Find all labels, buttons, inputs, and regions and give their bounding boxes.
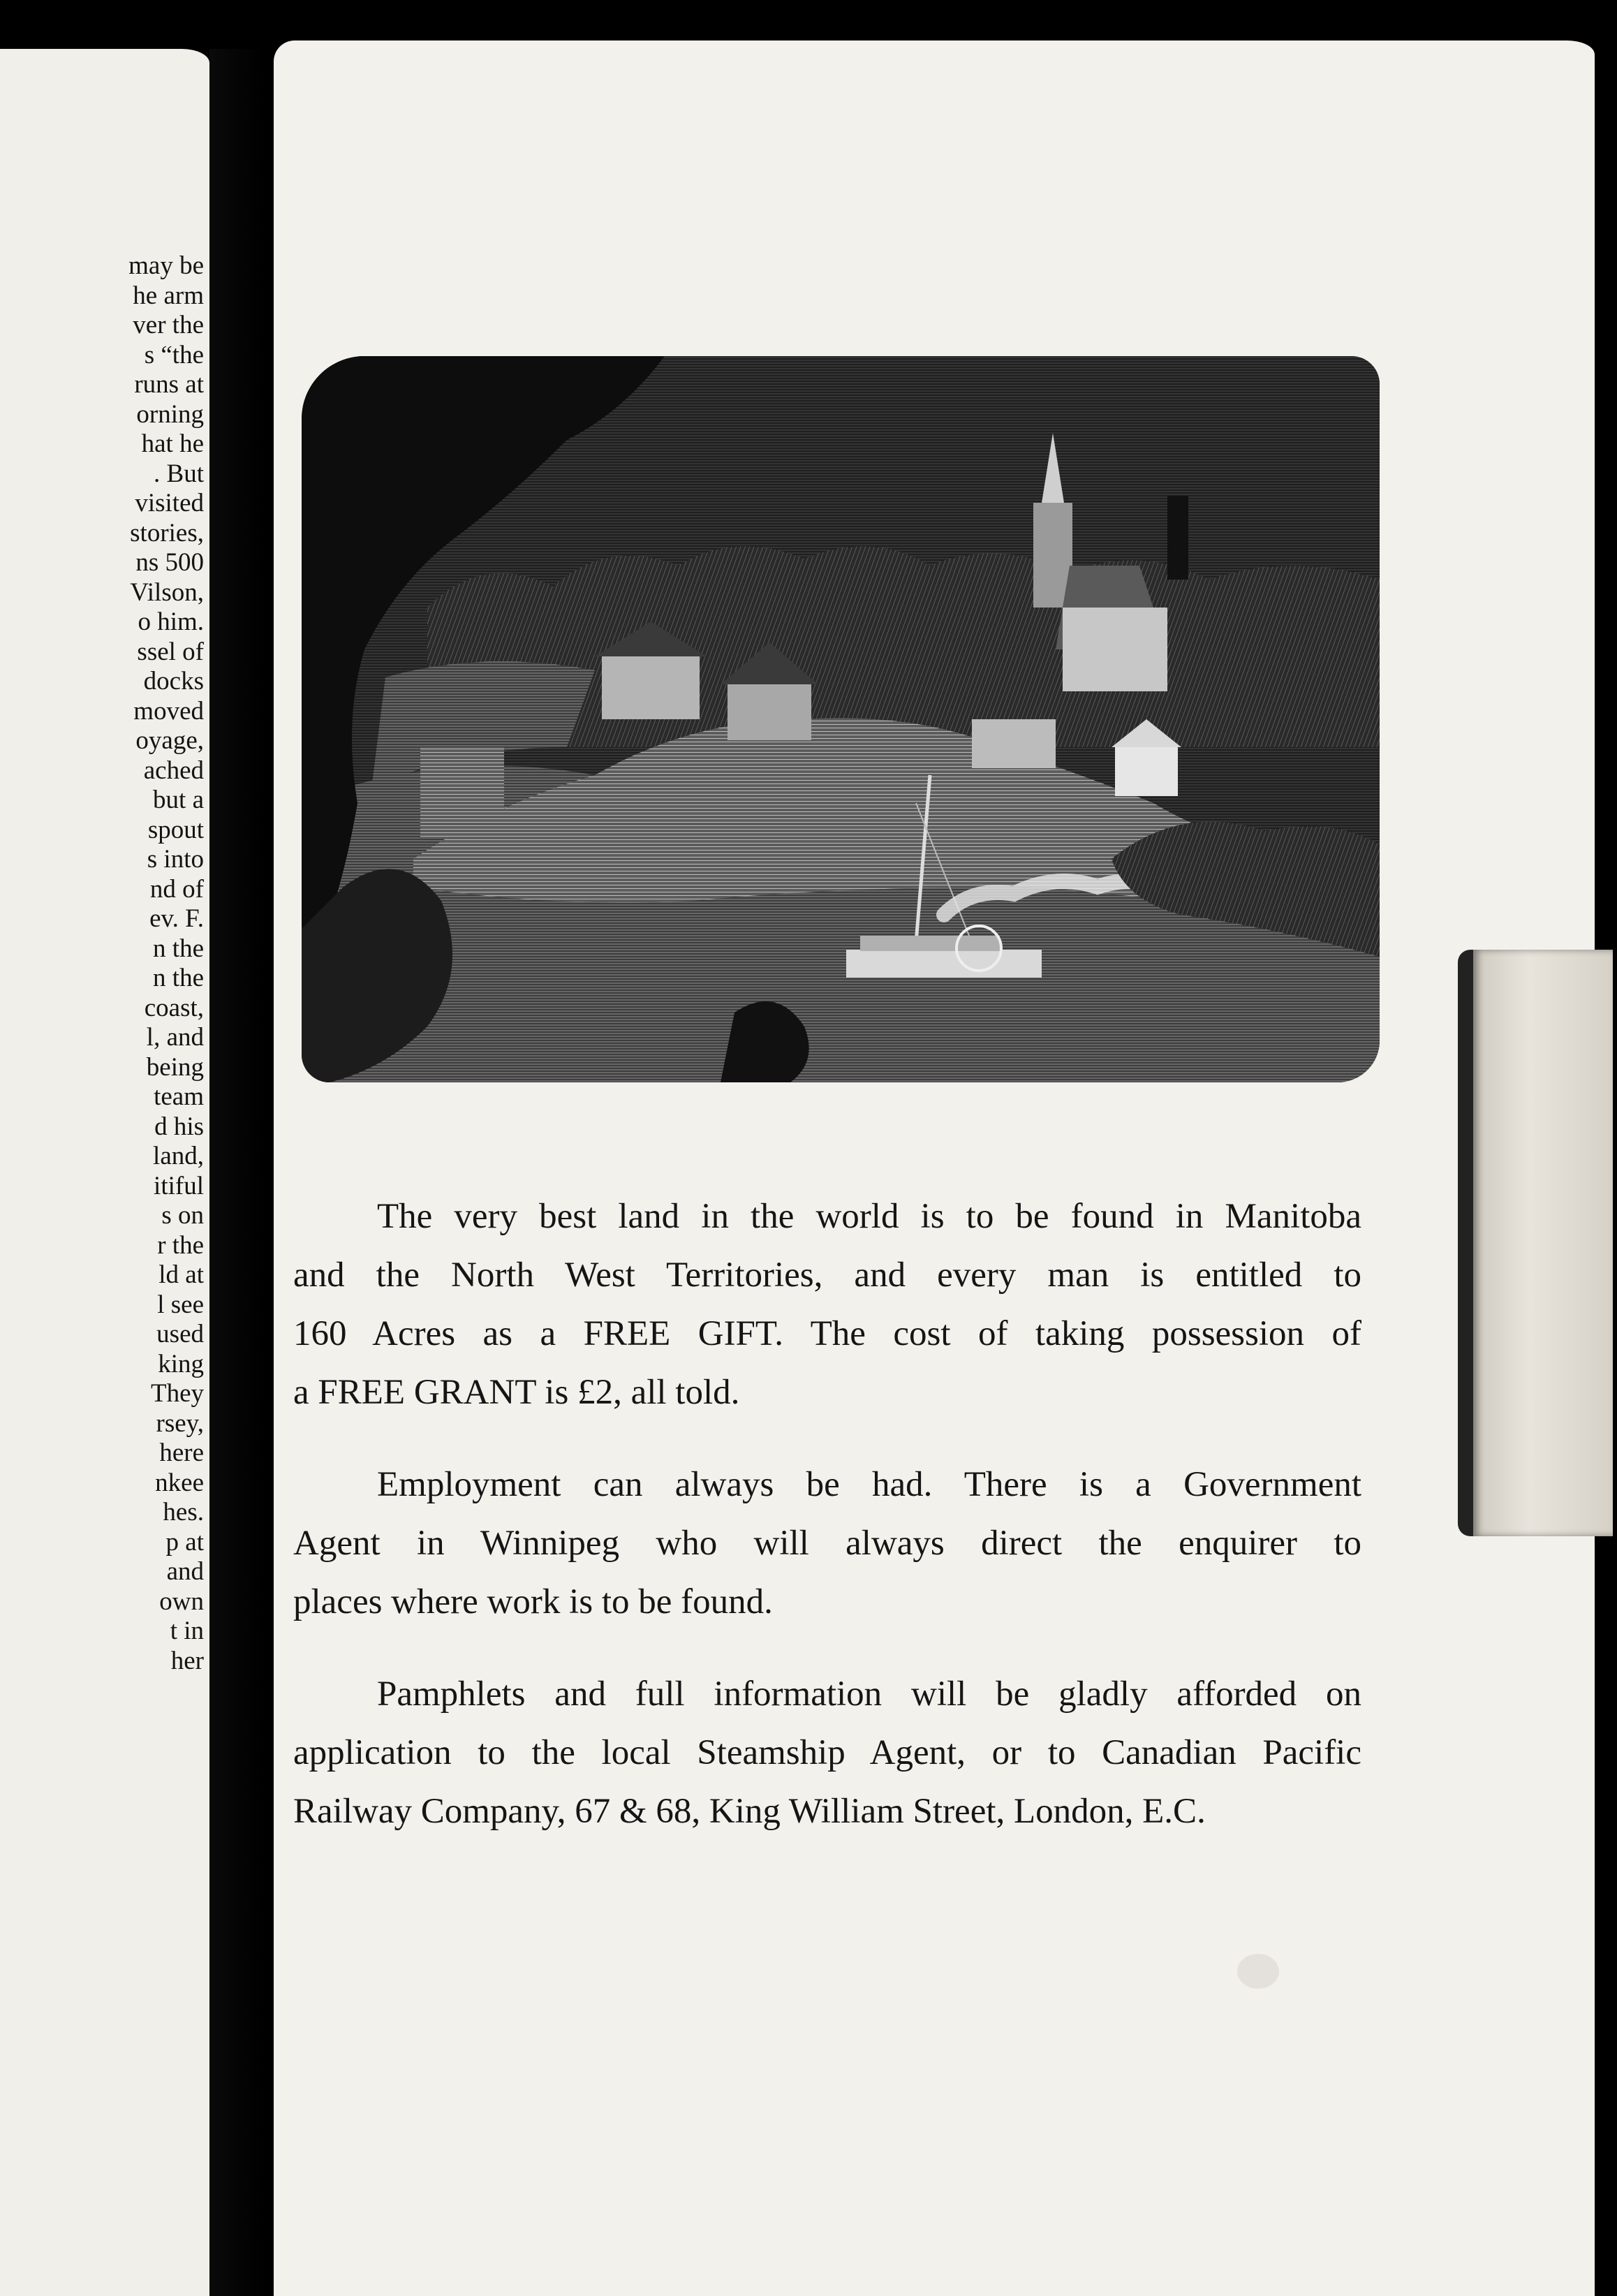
left-page-line: visited xyxy=(135,489,204,517)
left-page-line: l see xyxy=(157,1290,204,1319)
paragraph-line: a FREE GRANT is £2, all told. xyxy=(293,1373,740,1412)
left-page-line: stories, xyxy=(130,518,204,547)
left-page-line: own xyxy=(159,1587,204,1616)
body-paragraph xyxy=(293,1455,1361,1631)
left-page-line: hes. xyxy=(163,1498,204,1526)
left-page-line: s on xyxy=(161,1201,204,1230)
left-page-line: here xyxy=(159,1438,204,1467)
left-page-line: nkee xyxy=(155,1468,204,1497)
left-page-line: ev. F. xyxy=(149,904,204,933)
left-page-line: t in xyxy=(170,1617,204,1645)
left-facing-page xyxy=(0,49,209,2296)
body-paragraph xyxy=(293,1187,1361,1422)
left-page-line: n the xyxy=(153,934,204,963)
paper-stain xyxy=(1237,1954,1279,1989)
left-page-line: They xyxy=(150,1379,204,1408)
left-page-line: ached xyxy=(143,756,204,785)
paragraph-line: Pamphlets and full information will be gladly afforded on xyxy=(377,1675,1361,1714)
paragraph-line: places where work is to be found. xyxy=(293,1582,773,1621)
left-page-line: . But xyxy=(154,459,204,488)
left-page-line: Vilson, xyxy=(130,577,204,607)
left-page-line: hat he xyxy=(141,429,204,458)
paragraph-line: Agent in Winnipeg who will always direct the enquirer to xyxy=(293,1524,1361,1563)
left-page-line: may be xyxy=(128,251,204,280)
riverside-town-illustration xyxy=(302,356,1380,1082)
left-page-line: and xyxy=(166,1557,204,1586)
left-page-line: s into xyxy=(147,845,204,874)
paragraph-line: application to the local Steamship Agent, or to Canadian Pacific xyxy=(293,1733,1361,1772)
left-page-line: n the xyxy=(153,964,204,992)
left-page-line: her xyxy=(170,1646,204,1675)
left-page-text-column xyxy=(22,251,204,1676)
left-page-line: ns 500 xyxy=(135,548,204,577)
left-page-line: but a xyxy=(153,786,204,814)
left-page-line: orning xyxy=(136,399,204,429)
left-page-line: king xyxy=(158,1349,204,1378)
left-page-line: team xyxy=(154,1082,204,1111)
left-page-line: land, xyxy=(153,1142,204,1170)
paragraph-line: Railway Company, 67 & 68, King William Street, London, E.C. xyxy=(293,1792,1206,1831)
left-page-line: ssel of xyxy=(137,637,204,666)
paragraph-line: Employment can always be had. There is a Government xyxy=(377,1465,1361,1504)
left-page-line: p at xyxy=(165,1527,204,1557)
left-page-line: ver the xyxy=(133,311,204,339)
paragraph-line: and the North West Territories, and every man is entitled to xyxy=(293,1256,1361,1295)
paragraph-line: The very best land in the world is to be found in Manitoba xyxy=(377,1197,1361,1236)
book-gutter xyxy=(209,49,265,2296)
left-page-line: oyage, xyxy=(135,726,204,755)
left-page-line: r the xyxy=(157,1230,204,1260)
page-tab-marker xyxy=(1458,950,1613,1536)
left-page-line: rsey, xyxy=(156,1408,204,1438)
left-page-line: spout xyxy=(147,815,204,844)
left-page-line: docks xyxy=(143,667,204,696)
left-page-line: coast, xyxy=(144,993,204,1022)
left-page-line: ld at xyxy=(158,1260,204,1289)
left-page-line: used xyxy=(156,1320,204,1348)
body-paragraph xyxy=(293,1665,1361,1841)
left-page-line: runs at xyxy=(134,370,204,399)
left-page-line: l, and xyxy=(146,1023,204,1052)
paragraph-line: 160 Acres as a FREE GIFT. The cost of taking possession of xyxy=(293,1314,1361,1353)
left-page-line: d his xyxy=(154,1112,204,1141)
left-page-line: s “the xyxy=(144,340,204,369)
left-page-line: moved xyxy=(133,696,204,726)
left-page-line: nd of xyxy=(149,874,204,904)
left-page-line: being xyxy=(146,1052,204,1082)
left-page-line: itiful xyxy=(154,1171,204,1200)
left-page-line: he arm xyxy=(133,281,204,310)
advertisement-text xyxy=(293,1187,1361,1874)
left-page-line: o him. xyxy=(138,608,204,636)
